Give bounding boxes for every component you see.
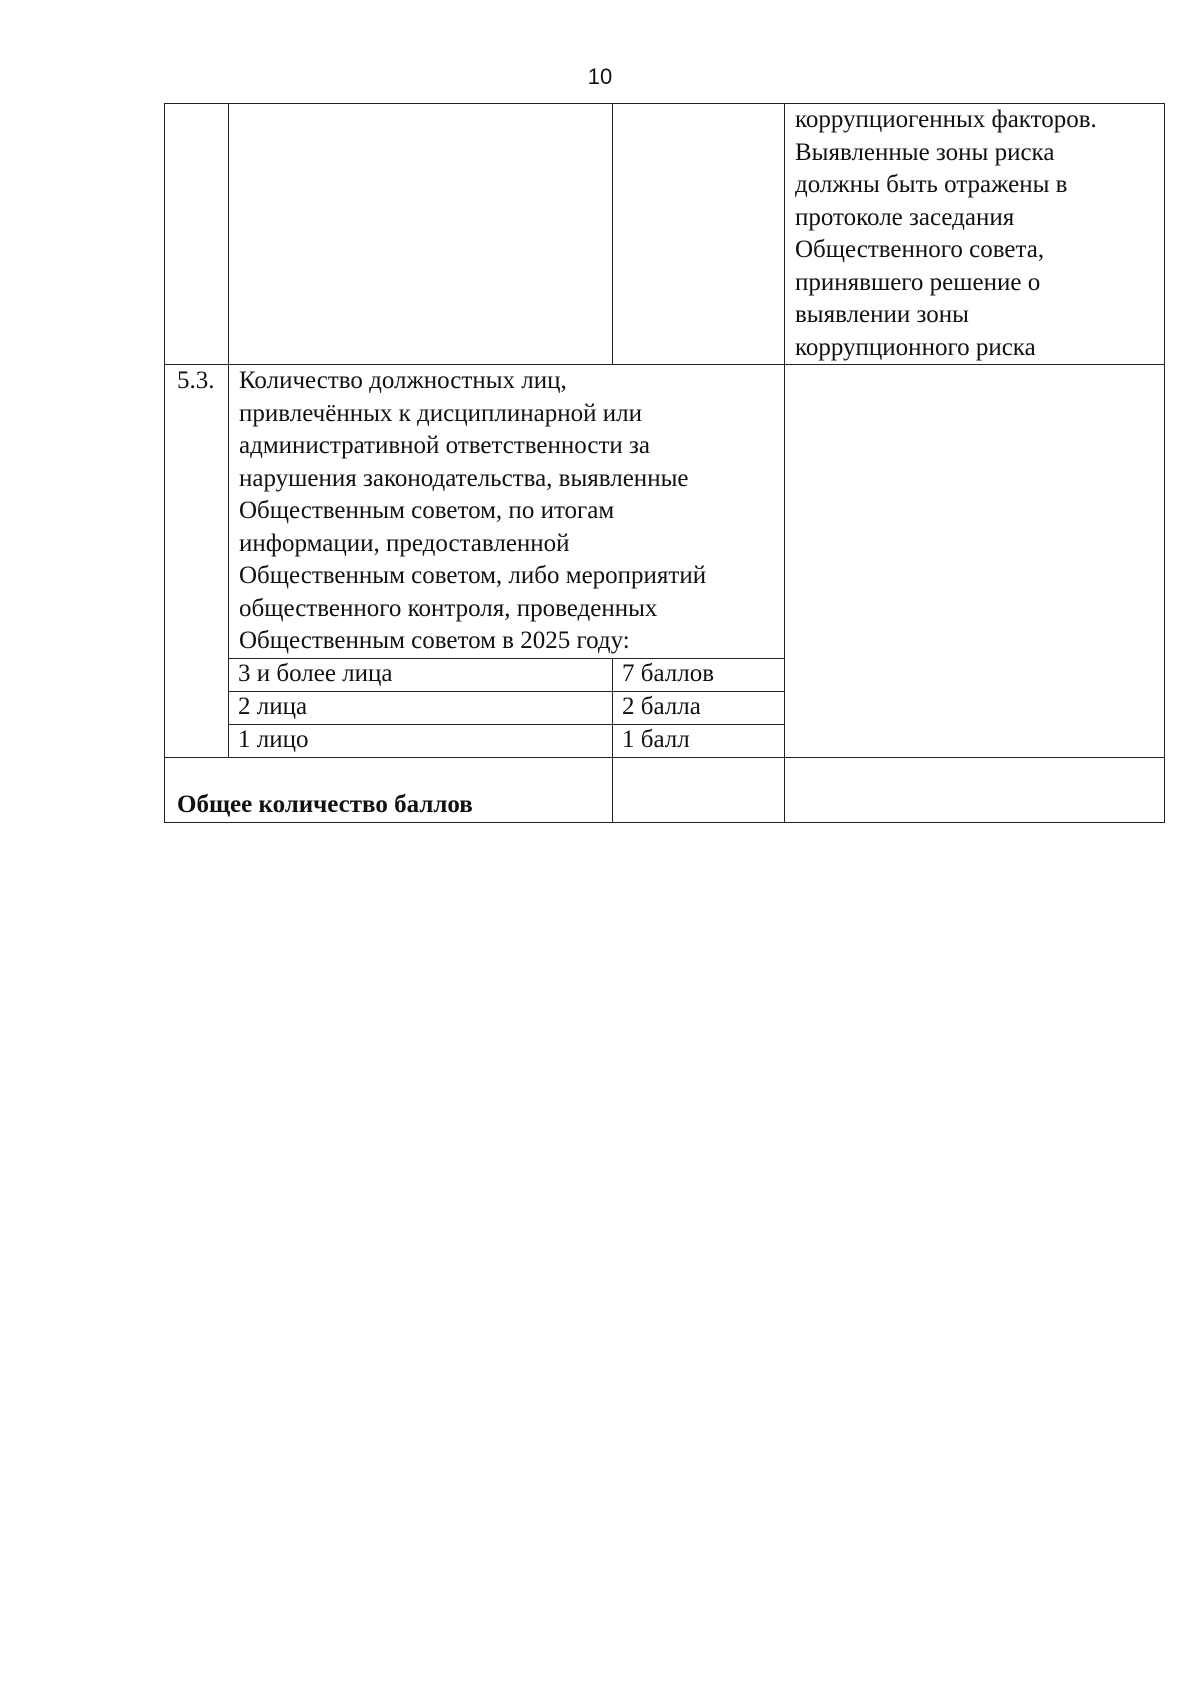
cell-score-empty: [613, 104, 785, 365]
total-score-empty: [613, 757, 785, 822]
criterion-score: 2 балла: [613, 691, 785, 724]
table-row-total: [165, 757, 1165, 822]
cell-number-empty: [165, 104, 229, 365]
page-number: 10: [587, 64, 613, 89]
item-number: 5.3.: [165, 365, 229, 758]
criterion-label: 3 и более лица: [229, 658, 613, 691]
item-description: Количество должностных лиц, привлечённых к дисциплинарной или административной ответственности за нарушения законодательства, выявленные Общественным советом, по итогам информации, предоставленной Общественным советом, либо мероприятий общественного контроля, проведенных Общественным советом в 2025 году:: [229, 365, 785, 659]
total-note-empty: [785, 757, 1165, 822]
criterion-score: 1 балл: [613, 724, 785, 757]
table-row-continuation: [165, 104, 1165, 365]
criterion-label: 2 лица: [229, 691, 613, 724]
scoring-table: [164, 103, 1165, 823]
cell-note-empty: [785, 365, 1165, 758]
cell-indicator-empty: [229, 104, 613, 365]
criterion-score: 7 баллов: [613, 658, 785, 691]
table-row-5-3: [165, 365, 1165, 659]
total-label: Общее количество баллов: [165, 757, 613, 822]
cell-note: коррупциогенных факторов. Выявленные зоны риска должны быть отражены в протоколе заседания Общественного совета, принявшего решение о выявлении зоны коррупционного риска: [785, 104, 1165, 365]
criterion-label: 1 лицо: [229, 724, 613, 757]
